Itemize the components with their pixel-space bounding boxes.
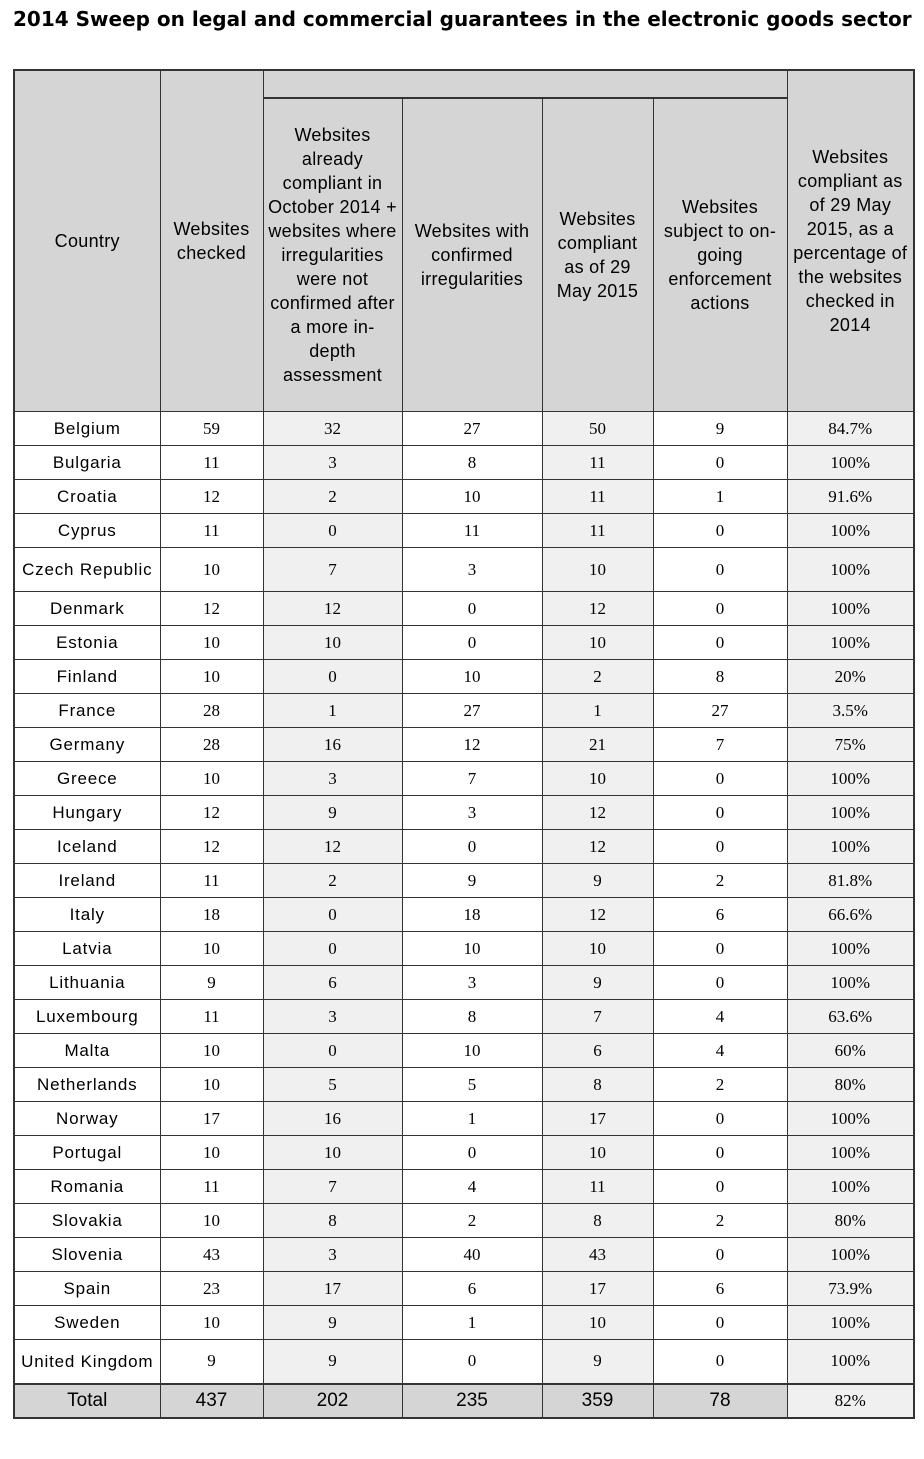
cell-confirmed: 10: [402, 932, 542, 966]
cell-country: Latvia: [14, 932, 160, 966]
cell-compliant-may: 10: [542, 626, 653, 660]
cell-country: Iceland: [14, 830, 160, 864]
cell-checked: 11: [160, 864, 263, 898]
cell-country: Belgium: [14, 412, 160, 446]
cell-confirmed: 3: [402, 796, 542, 830]
cell-checked: 12: [160, 592, 263, 626]
table-row: [14, 1136, 914, 1170]
cell-country: Malta: [14, 1034, 160, 1068]
cell-already-compliant: 0: [263, 932, 402, 966]
cell-compliant-may: 8: [542, 1204, 653, 1238]
cell-already-compliant: 6: [263, 966, 402, 1000]
cell-compliant-may: 50: [542, 412, 653, 446]
cell-compliant-may: 10: [542, 1306, 653, 1340]
cell-enforcement: 0: [653, 446, 787, 480]
table-row: [14, 446, 914, 480]
table-row: [14, 796, 914, 830]
cell-percentage: 3.5%: [787, 694, 914, 728]
cell-enforcement: 0: [653, 932, 787, 966]
table-row: [14, 1272, 914, 1306]
cell-already-compliant: 17: [263, 1272, 402, 1306]
cell-already-compliant: 5: [263, 1068, 402, 1102]
table-row: [14, 1204, 914, 1238]
table-row: [14, 1034, 914, 1068]
cell-checked: 10: [160, 1306, 263, 1340]
cell-checked: 10: [160, 762, 263, 796]
cell-percentage: 91.6%: [787, 480, 914, 514]
cell-compliant-may: 11: [542, 1170, 653, 1204]
cell-country: France: [14, 694, 160, 728]
cell-confirmed: 8: [402, 1000, 542, 1034]
cell-country: Cyprus: [14, 514, 160, 548]
cell-enforcement: 8: [653, 660, 787, 694]
cell-country: Slovakia: [14, 1204, 160, 1238]
cell-percentage: 100%: [787, 830, 914, 864]
total-already-compliant: 202: [263, 1384, 402, 1418]
cell-percentage: 60%: [787, 1034, 914, 1068]
cell-percentage: 80%: [787, 1204, 914, 1238]
cell-country: Bulgaria: [14, 446, 160, 480]
cell-percentage: 100%: [787, 626, 914, 660]
cell-checked: 9: [160, 1340, 263, 1384]
cell-percentage: 73.9%: [787, 1272, 914, 1306]
cell-already-compliant: 16: [263, 1102, 402, 1136]
cell-percentage: 100%: [787, 514, 914, 548]
cell-compliant-may: 10: [542, 548, 653, 592]
cell-already-compliant: 9: [263, 1306, 402, 1340]
cell-percentage: 75%: [787, 728, 914, 762]
cell-already-compliant: 10: [263, 626, 402, 660]
cell-country: Greece: [14, 762, 160, 796]
cell-compliant-may: 21: [542, 728, 653, 762]
total-percentage: 82%: [787, 1384, 914, 1418]
cell-confirmed: 9: [402, 864, 542, 898]
cell-enforcement: 6: [653, 898, 787, 932]
cell-already-compliant: 0: [263, 898, 402, 932]
table-body: [14, 412, 914, 1384]
cell-checked: 59: [160, 412, 263, 446]
header-group-blank: [263, 70, 787, 98]
cell-confirmed: 3: [402, 966, 542, 1000]
cell-already-compliant: 0: [263, 1034, 402, 1068]
cell-confirmed: 0: [402, 1136, 542, 1170]
cell-enforcement: 7: [653, 728, 787, 762]
table-row: [14, 898, 914, 932]
header-websites-checked: Websites checked: [160, 70, 263, 412]
table-row: [14, 626, 914, 660]
cell-percentage: 66.6%: [787, 898, 914, 932]
cell-checked: 10: [160, 548, 263, 592]
total-enforcement: 78: [653, 1384, 787, 1418]
cell-checked: 10: [160, 1034, 263, 1068]
cell-compliant-may: 43: [542, 1238, 653, 1272]
table-row: [14, 592, 914, 626]
cell-confirmed: 5: [402, 1068, 542, 1102]
cell-checked: 43: [160, 1238, 263, 1272]
cell-confirmed: 10: [402, 660, 542, 694]
cell-compliant-may: 12: [542, 898, 653, 932]
cell-enforcement: 0: [653, 796, 787, 830]
cell-compliant-may: 11: [542, 480, 653, 514]
cell-enforcement: 2: [653, 1204, 787, 1238]
cell-percentage: 20%: [787, 660, 914, 694]
total-checked: 437: [160, 1384, 263, 1418]
total-label: Total: [14, 1384, 160, 1418]
cell-enforcement: 1: [653, 480, 787, 514]
cell-already-compliant: 12: [263, 592, 402, 626]
cell-checked: 10: [160, 660, 263, 694]
cell-checked: 17: [160, 1102, 263, 1136]
cell-checked: 23: [160, 1272, 263, 1306]
cell-already-compliant: 2: [263, 480, 402, 514]
cell-percentage: 100%: [787, 1136, 914, 1170]
table-row: [14, 762, 914, 796]
cell-compliant-may: 11: [542, 514, 653, 548]
table-row: [14, 966, 914, 1000]
cell-compliant-may: 12: [542, 592, 653, 626]
cell-enforcement: 0: [653, 830, 787, 864]
cell-percentage: 100%: [787, 1306, 914, 1340]
cell-confirmed: 4: [402, 1170, 542, 1204]
cell-already-compliant: 1: [263, 694, 402, 728]
cell-already-compliant: 7: [263, 1170, 402, 1204]
cell-confirmed: 10: [402, 480, 542, 514]
cell-already-compliant: 10: [263, 1136, 402, 1170]
cell-checked: 11: [160, 1000, 263, 1034]
cell-compliant-may: 6: [542, 1034, 653, 1068]
cell-enforcement: 0: [653, 966, 787, 1000]
cell-confirmed: 8: [402, 446, 542, 480]
total-confirmed: 235: [402, 1384, 542, 1418]
cell-compliant-may: 8: [542, 1068, 653, 1102]
cell-checked: 11: [160, 1170, 263, 1204]
cell-enforcement: 0: [653, 1306, 787, 1340]
table-row: [14, 660, 914, 694]
document-title: 2014 Sweep on legal and commercial guarantees in the electronic goods sector: [13, 7, 912, 31]
cell-enforcement: 0: [653, 1102, 787, 1136]
cell-checked: 12: [160, 796, 263, 830]
cell-enforcement: 0: [653, 592, 787, 626]
cell-confirmed: 0: [402, 592, 542, 626]
cell-enforcement: 0: [653, 1170, 787, 1204]
cell-enforcement: 6: [653, 1272, 787, 1306]
cell-already-compliant: 0: [263, 660, 402, 694]
cell-enforcement: 2: [653, 864, 787, 898]
table-row: [14, 728, 914, 762]
table-row: [14, 480, 914, 514]
cell-checked: 10: [160, 1204, 263, 1238]
table-row: [14, 548, 914, 592]
cell-confirmed: 12: [402, 728, 542, 762]
header-compliant-may-2015: Websites compliant as of 29 May 2015: [542, 98, 653, 412]
cell-confirmed: 27: [402, 412, 542, 446]
cell-country: Romania: [14, 1170, 160, 1204]
cell-percentage: 100%: [787, 1170, 914, 1204]
cell-enforcement: 0: [653, 514, 787, 548]
cell-confirmed: 6: [402, 1272, 542, 1306]
cell-compliant-may: 17: [542, 1102, 653, 1136]
cell-already-compliant: 2: [263, 864, 402, 898]
cell-country: United Kingdom: [14, 1340, 160, 1384]
header-enforcement-actions: Websites subject to on-going enforcement actions: [653, 98, 787, 412]
cell-checked: 11: [160, 446, 263, 480]
cell-compliant-may: 7: [542, 1000, 653, 1034]
cell-confirmed: 27: [402, 694, 542, 728]
cell-enforcement: 0: [653, 1136, 787, 1170]
cell-checked: 28: [160, 694, 263, 728]
cell-checked: 12: [160, 480, 263, 514]
cell-enforcement: 27: [653, 694, 787, 728]
cell-percentage: 100%: [787, 932, 914, 966]
cell-percentage: 84.7%: [787, 412, 914, 446]
cell-country: Spain: [14, 1272, 160, 1306]
cell-already-compliant: 0: [263, 514, 402, 548]
cell-compliant-may: 10: [542, 762, 653, 796]
header-compliance-percentage: Websites compliant as of 29 May 2015, as a percentage of the websites checked in 2014: [787, 70, 914, 412]
cell-enforcement: 2: [653, 1068, 787, 1102]
cell-confirmed: 11: [402, 514, 542, 548]
table-row: [14, 514, 914, 548]
total-row: [14, 1384, 914, 1418]
cell-percentage: 100%: [787, 1340, 914, 1384]
cell-percentage: 100%: [787, 796, 914, 830]
cell-already-compliant: 7: [263, 548, 402, 592]
cell-confirmed: 1: [402, 1306, 542, 1340]
cell-country: Denmark: [14, 592, 160, 626]
table-row: [14, 864, 914, 898]
cell-checked: 9: [160, 966, 263, 1000]
table-row: [14, 932, 914, 966]
cell-already-compliant: 9: [263, 1340, 402, 1384]
cell-compliant-may: 10: [542, 932, 653, 966]
header-already-compliant: Websites already compliant in October 2014 + websites where irregularities were not confirmed after a more in-depth assessment: [263, 98, 402, 412]
cell-already-compliant: 3: [263, 1238, 402, 1272]
cell-country: Germany: [14, 728, 160, 762]
cell-confirmed: 3: [402, 548, 542, 592]
table-row: [14, 412, 914, 446]
header-country: Country: [14, 70, 160, 412]
cell-compliant-may: 9: [542, 1340, 653, 1384]
cell-country: Finland: [14, 660, 160, 694]
cell-percentage: 100%: [787, 1102, 914, 1136]
cell-already-compliant: 16: [263, 728, 402, 762]
cell-country: Estonia: [14, 626, 160, 660]
cell-country: Italy: [14, 898, 160, 932]
cell-enforcement: 4: [653, 1000, 787, 1034]
cell-enforcement: 4: [653, 1034, 787, 1068]
cell-percentage: 100%: [787, 1238, 914, 1272]
cell-enforcement: 0: [653, 762, 787, 796]
cell-already-compliant: 3: [263, 762, 402, 796]
table-row: [14, 1340, 914, 1384]
cell-checked: 28: [160, 728, 263, 762]
cell-percentage: 63.6%: [787, 1000, 914, 1034]
cell-confirmed: 0: [402, 1340, 542, 1384]
table-row: [14, 694, 914, 728]
cell-percentage: 81.8%: [787, 864, 914, 898]
cell-confirmed: 1: [402, 1102, 542, 1136]
cell-confirmed: 40: [402, 1238, 542, 1272]
table-row: [14, 1306, 914, 1340]
table-row: [14, 1068, 914, 1102]
cell-compliant-may: 11: [542, 446, 653, 480]
table-row: [14, 830, 914, 864]
cell-checked: 11: [160, 514, 263, 548]
cell-compliant-may: 9: [542, 864, 653, 898]
cell-enforcement: 0: [653, 1238, 787, 1272]
cell-country: Norway: [14, 1102, 160, 1136]
cell-country: Croatia: [14, 480, 160, 514]
cell-already-compliant: 3: [263, 1000, 402, 1034]
cell-percentage: 100%: [787, 548, 914, 592]
cell-checked: 10: [160, 1068, 263, 1102]
cell-checked: 10: [160, 1136, 263, 1170]
cell-already-compliant: 12: [263, 830, 402, 864]
table-row: [14, 1170, 914, 1204]
cell-checked: 10: [160, 932, 263, 966]
cell-already-compliant: 9: [263, 796, 402, 830]
cell-compliant-may: 12: [542, 796, 653, 830]
cell-confirmed: 18: [402, 898, 542, 932]
cell-compliant-may: 17: [542, 1272, 653, 1306]
cell-enforcement: 9: [653, 412, 787, 446]
cell-percentage: 80%: [787, 1068, 914, 1102]
cell-country: Czech Republic: [14, 548, 160, 592]
cell-country: Lithuania: [14, 966, 160, 1000]
cell-confirmed: 2: [402, 1204, 542, 1238]
cell-country: Portugal: [14, 1136, 160, 1170]
cell-checked: 12: [160, 830, 263, 864]
cell-already-compliant: 32: [263, 412, 402, 446]
cell-compliant-may: 2: [542, 660, 653, 694]
cell-percentage: 100%: [787, 966, 914, 1000]
cell-percentage: 100%: [787, 446, 914, 480]
cell-already-compliant: 8: [263, 1204, 402, 1238]
cell-confirmed: 10: [402, 1034, 542, 1068]
cell-compliant-may: 9: [542, 966, 653, 1000]
cell-compliant-may: 10: [542, 1136, 653, 1170]
table-row: [14, 1238, 914, 1272]
cell-enforcement: 0: [653, 626, 787, 660]
cell-checked: 10: [160, 626, 263, 660]
cell-confirmed: 7: [402, 762, 542, 796]
cell-already-compliant: 3: [263, 446, 402, 480]
cell-enforcement: 0: [653, 548, 787, 592]
table-row: [14, 1102, 914, 1136]
guarantees-sweep-table: [13, 69, 915, 1419]
cell-country: Slovenia: [14, 1238, 160, 1272]
cell-country: Hungary: [14, 796, 160, 830]
cell-percentage: 100%: [787, 592, 914, 626]
cell-country: Ireland: [14, 864, 160, 898]
cell-compliant-may: 1: [542, 694, 653, 728]
total-compliant-may: 359: [542, 1384, 653, 1418]
cell-confirmed: 0: [402, 626, 542, 660]
cell-percentage: 100%: [787, 762, 914, 796]
cell-enforcement: 0: [653, 1340, 787, 1384]
header-confirmed-irregularities: Websites with confirmed irregularities: [402, 98, 542, 412]
cell-country: Sweden: [14, 1306, 160, 1340]
table-row: [14, 1000, 914, 1034]
cell-compliant-may: 12: [542, 830, 653, 864]
cell-country: Netherlands: [14, 1068, 160, 1102]
cell-confirmed: 0: [402, 830, 542, 864]
cell-country: Luxembourg: [14, 1000, 160, 1034]
cell-checked: 18: [160, 898, 263, 932]
